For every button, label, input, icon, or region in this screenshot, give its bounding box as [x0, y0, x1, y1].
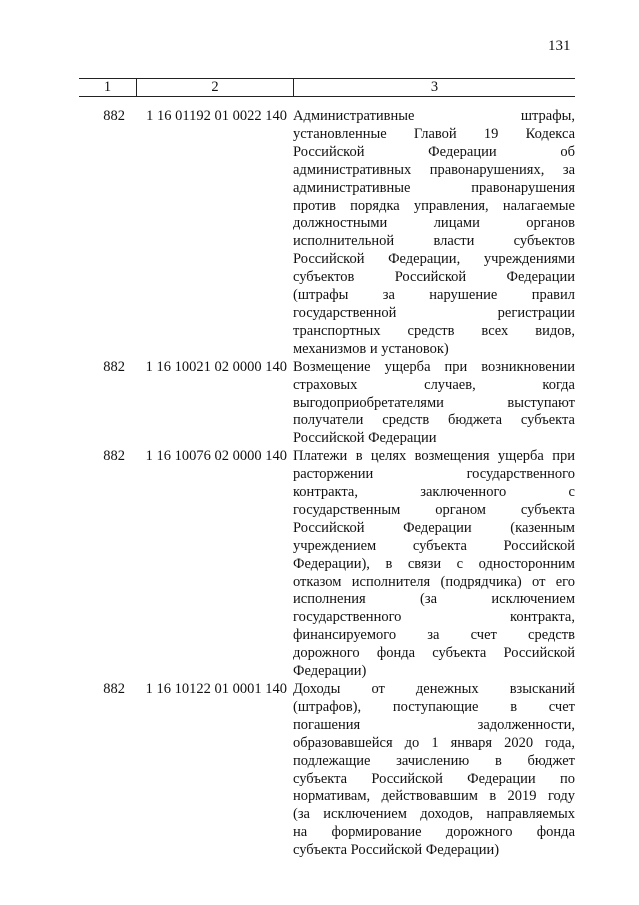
table-header-col-1: 1 [103, 79, 112, 95]
table-header-col-3: 3 [430, 79, 439, 95]
description-line: субъектов Российской Федерации [293, 269, 575, 286]
page-number: 131 [548, 38, 571, 54]
description-line: исполнения (за исключением [293, 591, 575, 608]
description-line: установленные Главой 19 Кодекса [293, 125, 575, 142]
description-line: погашения задолженности, [293, 716, 575, 733]
description-line: образовавшейся до 1 января 2020 года, [293, 734, 575, 751]
description-line: Федерации) [293, 663, 367, 680]
table-row [79, 108, 575, 359]
description-line: финансируемого за счет средств [293, 627, 575, 644]
description-line: получатели средств бюджета субъекта [293, 412, 575, 429]
description-cell [293, 108, 575, 359]
description-line: против порядка управления, налагаемые [293, 197, 575, 214]
description-cell [293, 681, 575, 860]
description-cell [293, 448, 575, 681]
description-line: Доходы от денежных взысканий [293, 681, 575, 697]
admin-code-cell: 882 [103, 681, 125, 697]
description-line: государственной регистрации [293, 304, 575, 321]
table-row [79, 681, 575, 860]
table-body [79, 108, 575, 860]
table-row [79, 448, 575, 681]
description-line: Российской Федерации [293, 430, 437, 447]
description-line: Административные штрафы, [293, 108, 575, 124]
description-line: Российской Федерации, учреждениями [293, 251, 575, 268]
description-line: контракта, заключенного с [293, 484, 575, 501]
description-line: транспортных средств всех видов, [293, 322, 575, 339]
description-line: дорожного фонда субъекта Российской [293, 645, 575, 662]
description-line: Российской Федерации (казенным [293, 519, 575, 536]
table-header-bottom-rule [79, 96, 575, 97]
kbk-code-cell: 1 16 10021 02 0000 140 [145, 358, 287, 375]
description-line: Российской Федерации об [293, 143, 575, 160]
description-line: (штрафов), поступающие в счет [293, 698, 575, 715]
description-line: механизмов и установок) [293, 340, 449, 357]
description-line: (штрафы за нарушение правил [293, 287, 575, 304]
description-line: Платежи в целях возмещения ущерба при [293, 448, 575, 465]
table-row [79, 359, 575, 449]
description-line: государственного контракта, [293, 609, 575, 626]
description-line: учреждением субъекта Российской [293, 537, 575, 554]
description-line: административных правонарушениях, за [293, 161, 575, 178]
description-line: подлежащие зачислению в бюджет [293, 752, 575, 769]
description-line: расторжении государственного [293, 466, 575, 483]
description-line: Федерации), в связи с односторонним [293, 555, 575, 572]
description-line: субъекта Российской Федерации) [293, 842, 500, 859]
description-line: отказом исполнителя (подрядчика) от его [293, 573, 575, 590]
description-line: выгодоприобретателями выступают [293, 394, 575, 411]
kbk-code-cell: 1 16 10076 02 0000 140 [145, 448, 287, 465]
description-line: страховых случаев, когда [293, 376, 575, 393]
description-line: нормативам, действовавшим в 2019 году [293, 788, 575, 805]
kbk-code-cell: 1 16 10122 01 0001 140 [145, 681, 287, 697]
admin-code-cell: 882 [103, 108, 125, 124]
description-line: (за исключением доходов, направляемых [293, 806, 575, 823]
description-line: субъекта Российской Федерации по [293, 770, 575, 787]
description-line: исполнительной власти субъектов [293, 233, 575, 250]
table-header-col-2: 2 [211, 79, 219, 95]
kbk-code-cell: 1 16 01192 01 0022 140 [146, 108, 287, 124]
description-line: административные правонарушения [293, 179, 575, 196]
admin-code-cell: 882 [103, 448, 125, 465]
description-line: Возмещение ущерба при возникновении [293, 358, 575, 375]
admin-code-cell: 882 [103, 358, 125, 375]
description-line: государственным органом субъекта [293, 501, 575, 518]
description-line: на формирование дорожного фонда [293, 824, 575, 841]
description-line: должностными лицами органов [293, 215, 575, 232]
description-cell [293, 359, 575, 449]
